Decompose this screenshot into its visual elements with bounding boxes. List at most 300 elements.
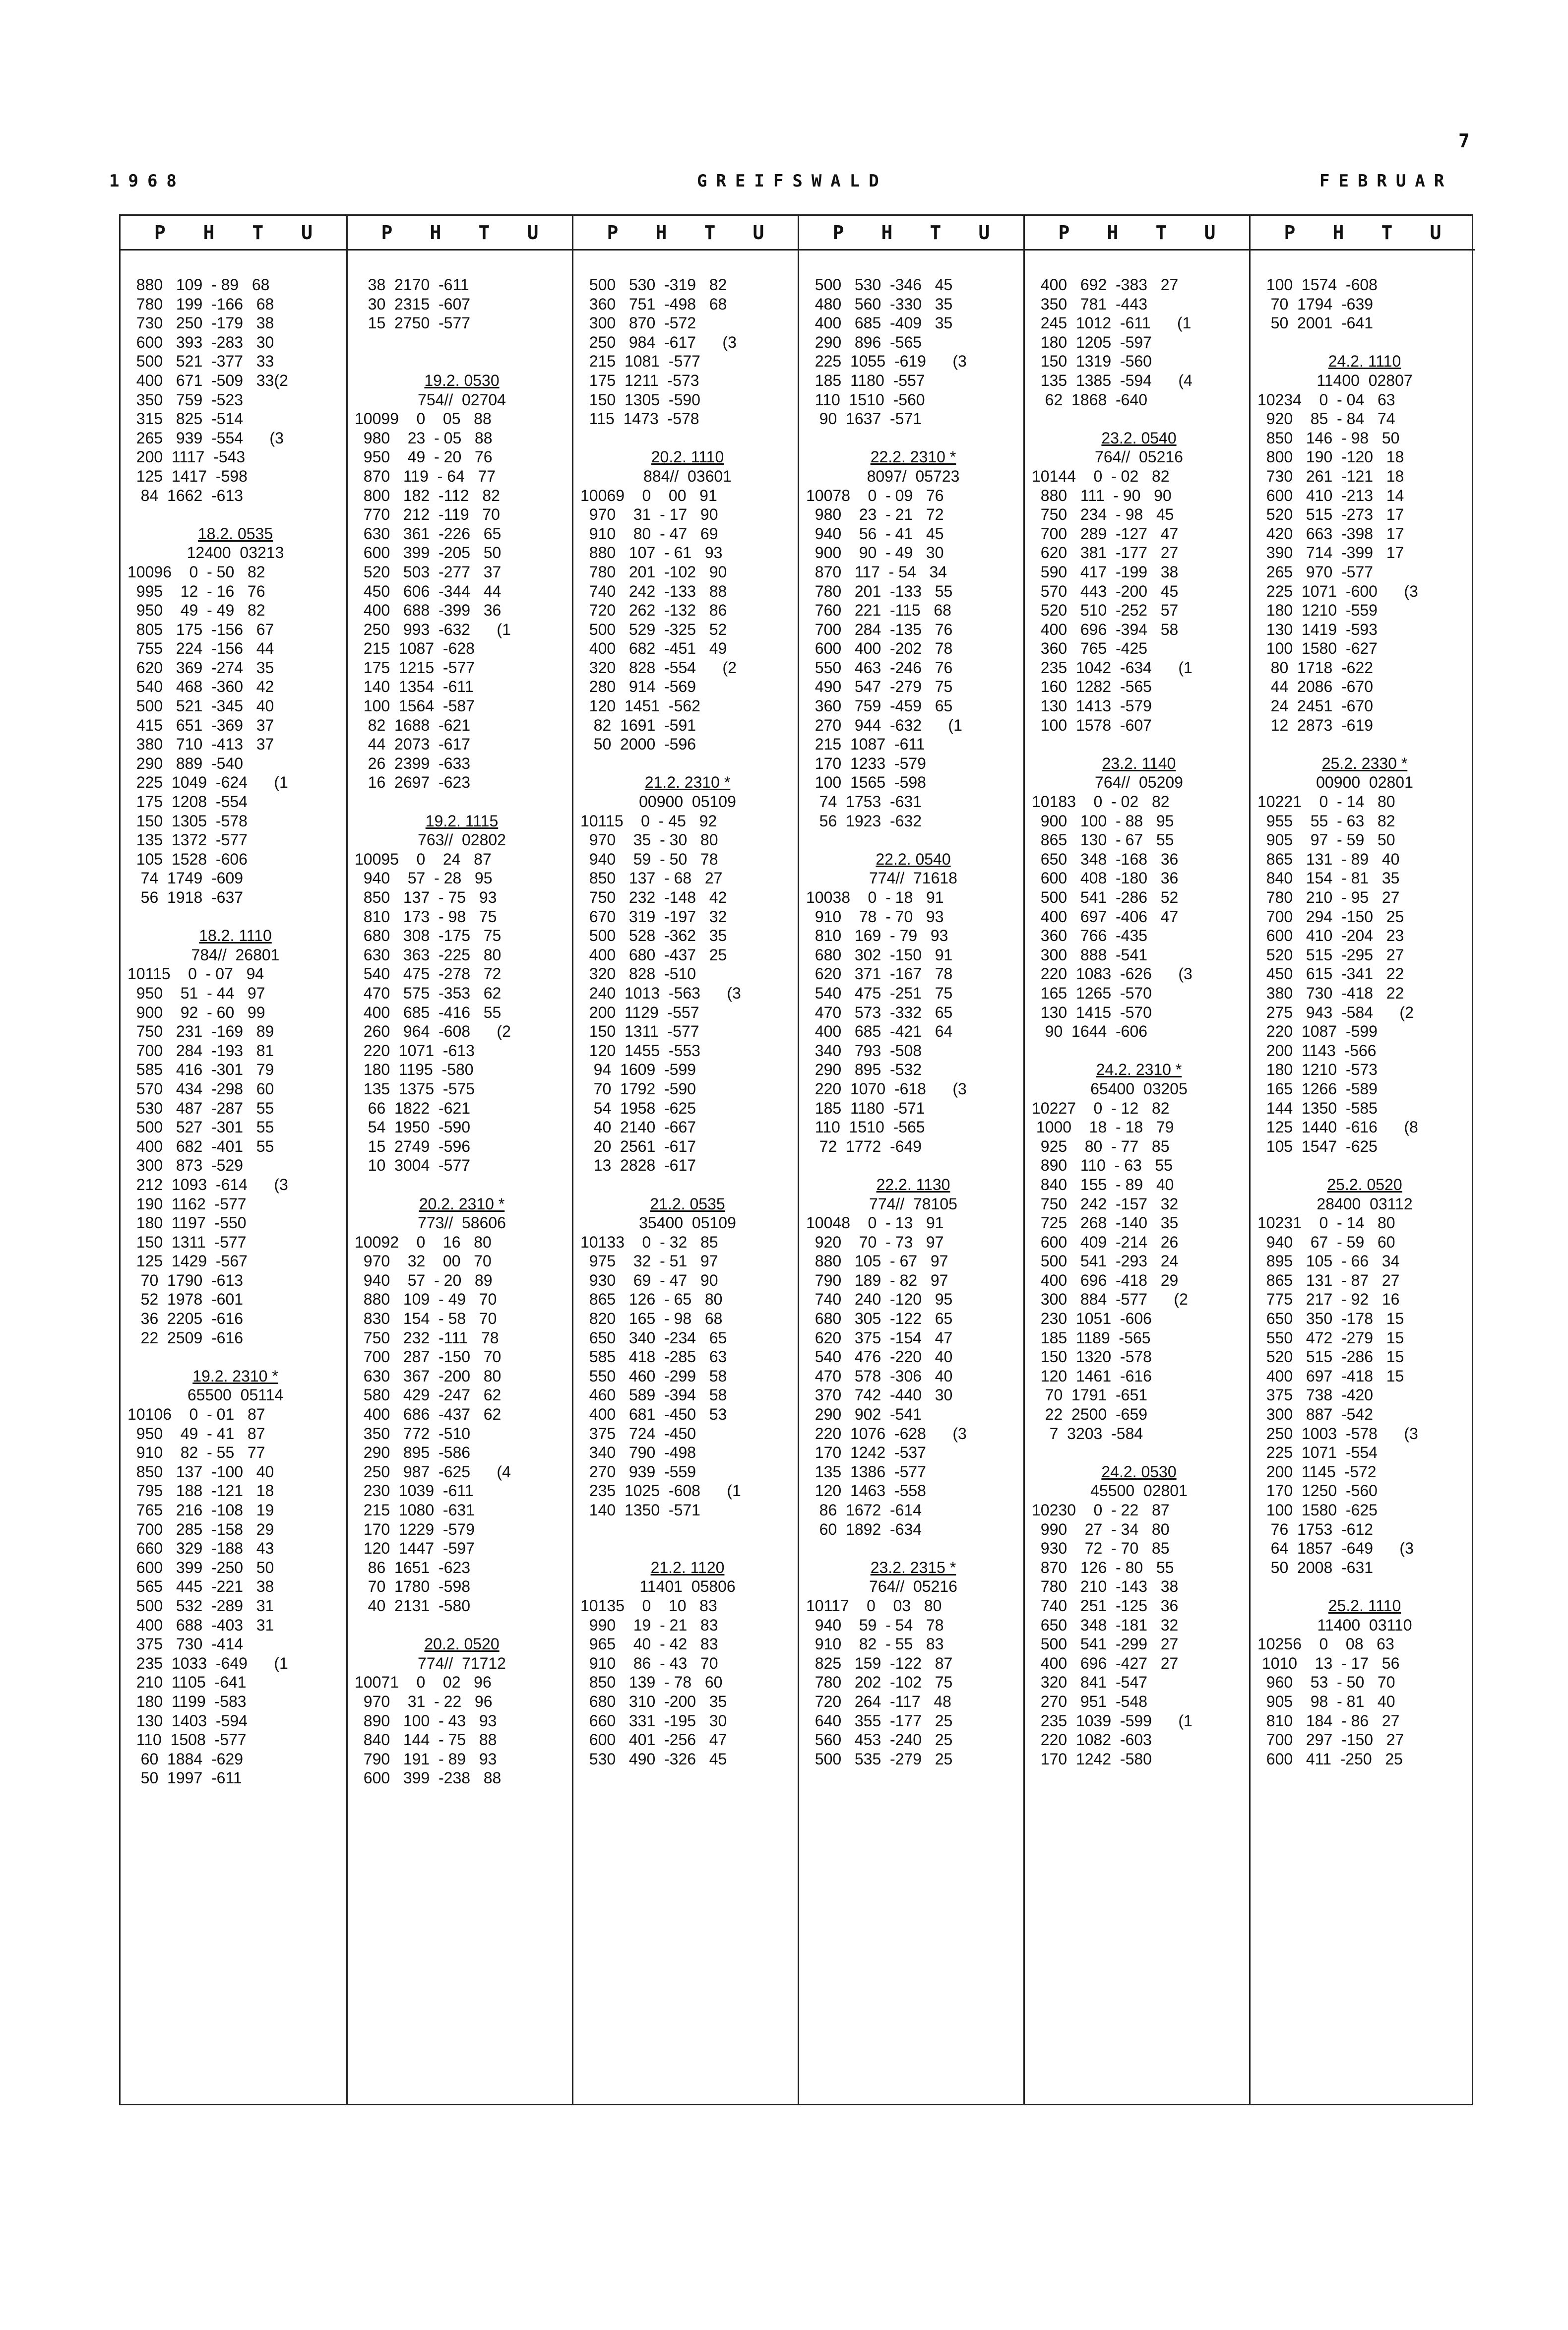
table-row: 730 250 -179 38 xyxy=(127,314,274,332)
table-row: 890 110 - 63 55 xyxy=(1032,1156,1173,1175)
sounding-station-code: 11401 05806 xyxy=(639,1577,736,1596)
table-row: 10 3004 -577 xyxy=(355,1156,471,1175)
spacer-row xyxy=(580,1520,790,1539)
column-header-label: P xyxy=(154,221,166,244)
table-row: 144 1350 -585 xyxy=(1257,1099,1378,1117)
table-row: 910 82 - 55 83 xyxy=(806,1635,944,1653)
table-row: 910 82 - 55 77 xyxy=(127,1444,265,1462)
table-row: 560 453 -240 25 xyxy=(806,1731,953,1749)
table-row: 170 1233 -579 xyxy=(806,754,926,772)
table-row: 180 1210 -573 xyxy=(1257,1061,1378,1079)
column-header xyxy=(348,216,572,251)
table-row: 135 1372 -577 xyxy=(127,831,248,849)
table-row: 500 530 -319 82 xyxy=(580,276,727,294)
table-row: 74 1749 -609 xyxy=(127,869,244,887)
sounding-station-code: 65500 05114 xyxy=(187,1386,284,1404)
table-row: 10135 0 10 83 xyxy=(580,1596,717,1615)
table-row: 540 476 -220 40 xyxy=(806,1348,953,1366)
table-row: 10183 0 - 02 82 xyxy=(1032,793,1170,811)
table-row: 400 685 -416 55 xyxy=(355,1003,502,1021)
column-header-label: T xyxy=(704,221,716,244)
table-row: 740 251 -125 36 xyxy=(1032,1596,1179,1615)
table-row: 950 51 - 44 97 xyxy=(127,984,265,1002)
table-row: 60 1884 -629 xyxy=(127,1750,244,1768)
table-row: 220 1070 -618 (3 xyxy=(806,1079,967,1098)
table-row: 290 895 -586 xyxy=(355,1444,471,1462)
table-row: 76 1753 -612 xyxy=(1257,1520,1374,1538)
table-row: 110 1510 -560 xyxy=(806,390,925,409)
table-row: 275 943 -584 (2 xyxy=(1257,1003,1414,1021)
table-row: 940 57 - 28 95 xyxy=(355,869,493,887)
table-row: 600 399 -205 50 xyxy=(355,544,502,562)
spacer-row xyxy=(1032,409,1241,429)
table-row: 150 1305 -578 xyxy=(127,812,248,830)
table-row: 850 137 - 68 27 xyxy=(580,869,723,887)
table-row: 7 3203 -584 xyxy=(1032,1424,1143,1443)
table-row: 850 137 - 75 93 xyxy=(355,888,497,906)
table-row: 420 663 -398 17 xyxy=(1257,524,1404,543)
column-header-label: U xyxy=(527,221,539,244)
table-row: 865 126 - 65 80 xyxy=(580,1290,723,1309)
table-row: 400 692 -383 27 xyxy=(1032,276,1179,294)
table-row: 500 527 -301 55 xyxy=(127,1118,274,1136)
table-row: 160 1282 -565 xyxy=(1032,678,1152,696)
table-row: 135 1386 -577 xyxy=(806,1462,926,1481)
table-row: 130 1419 -593 xyxy=(1257,620,1378,638)
table-row: 220 1083 -626 (3 xyxy=(1032,965,1192,983)
table-row: 185 1189 -565 xyxy=(1032,1328,1151,1347)
table-row: 54 1950 -590 xyxy=(355,1118,471,1136)
sounding-station-code: 11400 02807 xyxy=(1317,371,1413,389)
table-row: 200 1143 -566 xyxy=(1257,1041,1377,1060)
table-row: 500 541 -286 52 xyxy=(1032,888,1179,906)
table-row: 600 393 -283 30 xyxy=(127,333,274,351)
table-row: 780 201 -102 90 xyxy=(580,563,727,581)
column-header-label: U xyxy=(753,221,764,244)
table-row: 910 78 - 70 93 xyxy=(806,907,944,926)
table-row: 235 1042 -634 (1 xyxy=(1032,658,1192,677)
table-row: 170 1229 -579 xyxy=(355,1520,475,1538)
table-row: 460 589 -394 58 xyxy=(580,1386,727,1404)
spacer-row xyxy=(1257,1156,1467,1175)
spacer-row xyxy=(1032,1443,1241,1462)
table-row: 300 887 -542 xyxy=(1257,1405,1374,1424)
column-header-label: U xyxy=(978,221,990,244)
table-row: 100 1580 -627 xyxy=(1257,639,1378,658)
table-row: 600 408 -180 36 xyxy=(1032,869,1179,887)
table-row: 360 759 -459 65 xyxy=(806,697,953,715)
table-row: 600 401 -256 47 xyxy=(580,1731,727,1749)
table-row: 26 2399 -633 xyxy=(355,754,471,772)
table-row: 500 521 -345 40 xyxy=(127,697,274,715)
table-row: 54 1958 -625 xyxy=(580,1099,696,1117)
table-row: 950 49 - 49 82 xyxy=(127,601,265,620)
table-row: 520 515 -286 15 xyxy=(1257,1348,1404,1366)
table-row: 290 896 -565 xyxy=(806,333,922,351)
table-row: 630 363 -225 80 xyxy=(355,945,502,964)
table-row: 100 1565 -598 xyxy=(806,773,926,792)
table-row: 500 541 -299 27 xyxy=(1032,1635,1179,1653)
table-row: 215 1087 -611 xyxy=(806,735,925,754)
table-column xyxy=(798,216,1023,2104)
spacer-row xyxy=(1257,1577,1467,1596)
table-row: 725 268 -140 35 xyxy=(1032,1214,1179,1232)
table-row: 110 1508 -577 xyxy=(127,1731,247,1749)
table-row: 400 685 -421 64 xyxy=(806,1022,953,1041)
table-row: 600 400 -202 78 xyxy=(806,639,953,658)
spacer-row xyxy=(1257,735,1467,754)
table-row: 400 671 -509 33(2 xyxy=(127,371,288,389)
table-row: 360 765 -425 xyxy=(1032,639,1148,658)
table-row: 225 1071 -600 (3 xyxy=(1257,582,1418,600)
table-row: 265 939 -554 (3 xyxy=(127,429,284,447)
table-row: 780 199 -166 68 xyxy=(127,295,274,313)
table-row: 680 302 -150 91 xyxy=(806,945,953,964)
column-header-label: H xyxy=(1332,221,1344,244)
table-row: 380 710 -413 37 xyxy=(127,735,274,754)
table-column xyxy=(572,216,798,2104)
spacer-row xyxy=(355,1616,564,1635)
page-number: 7 xyxy=(1458,130,1470,152)
table-row: 30 2315 -607 xyxy=(355,295,471,313)
table-row: 850 139 - 78 60 xyxy=(580,1673,723,1692)
table-row: 270 944 -632 (1 xyxy=(806,716,962,734)
table-row: 580 429 -247 62 xyxy=(355,1386,502,1404)
table-row: 300 888 -541 xyxy=(1032,945,1148,964)
sounding-date-time: 24.2. 1110 xyxy=(1328,352,1401,371)
table-row: 350 759 -523 xyxy=(127,390,244,409)
table-row: 10221 0 - 14 80 xyxy=(1257,793,1395,811)
table-row: 930 69 - 47 90 xyxy=(580,1271,718,1289)
sounding-date-time: 19.2. 2310 * xyxy=(192,1367,278,1385)
table-row: 400 682 -451 49 xyxy=(580,639,727,658)
table-row: 240 1013 -563 (3 xyxy=(580,984,741,1002)
table-row: 320 841 -547 xyxy=(1032,1673,1148,1692)
table-row: 640 355 -177 25 xyxy=(806,1711,953,1730)
sounding-station-code: 35400 05109 xyxy=(639,1214,736,1232)
sounding-date-time: 25.2. 0520 xyxy=(1327,1175,1402,1194)
table-row: 74 1753 -631 xyxy=(806,793,922,811)
table-row: 120 1447 -597 xyxy=(355,1539,475,1558)
table-row: 44 2073 -617 xyxy=(355,735,471,754)
table-row: 750 242 -157 32 xyxy=(1032,1195,1179,1213)
table-row: 120 1461 -616 xyxy=(1032,1367,1152,1385)
header-year: 1968 xyxy=(109,171,186,191)
table-row: 225 1055 -619 (3 xyxy=(806,352,967,371)
table-row: 20 2561 -617 xyxy=(580,1137,696,1155)
table-row: 180 1210 -559 xyxy=(1257,601,1378,620)
table-row: 100 1574 -608 xyxy=(1257,276,1378,294)
table-row: 200 1117 -543 xyxy=(127,448,246,466)
table-row: 620 371 -167 78 xyxy=(806,965,953,983)
table-row: 10117 0 03 80 xyxy=(806,1596,942,1615)
table-row: 620 369 -274 35 xyxy=(127,658,274,677)
table-row: 225 1071 -554 xyxy=(1257,1444,1378,1462)
table-row: 125 1429 -567 xyxy=(127,1252,248,1270)
table-row: 1010 13 - 17 56 xyxy=(1257,1654,1400,1672)
table-row: 50 1997 -611 xyxy=(127,1769,242,1787)
table-row: 630 361 -226 65 xyxy=(355,524,502,543)
table-row: 400 688 -403 31 xyxy=(127,1616,274,1634)
table-row: 590 417 -199 38 xyxy=(1032,563,1179,581)
table-row: 970 31 - 17 90 xyxy=(580,505,718,524)
table-row: 980 23 - 21 72 xyxy=(806,505,944,524)
table-row: 550 463 -246 76 xyxy=(806,658,953,677)
table-row: 72 1772 -649 xyxy=(806,1137,922,1155)
table-row: 250 987 -625 (4 xyxy=(355,1462,511,1481)
spacer-row xyxy=(1032,1041,1241,1061)
sounding-date-time: 20.2. 2310 * xyxy=(419,1195,505,1213)
column-header xyxy=(1025,216,1249,251)
table-row: 125 1417 -598 xyxy=(127,467,248,485)
sounding-station-code: 8097/ 05723 xyxy=(867,467,960,485)
table-row: 910 80 - 47 69 xyxy=(580,524,718,543)
table-row: 865 131 - 89 40 xyxy=(1257,850,1400,868)
table-row: 825 159 -122 87 xyxy=(806,1654,953,1672)
table-row: 10078 0 - 09 76 xyxy=(806,486,944,504)
table-row: 600 399 -238 88 xyxy=(355,1769,502,1787)
table-row: 930 72 - 70 85 xyxy=(1032,1539,1170,1558)
table-row: 870 119 - 64 77 xyxy=(355,467,496,485)
table-row: 470 578 -306 40 xyxy=(806,1367,953,1385)
table-row: 235 1033 -649 (1 xyxy=(127,1654,288,1672)
table-row: 810 184 - 86 27 xyxy=(1257,1711,1400,1730)
table-row: 900 100 - 88 95 xyxy=(1032,812,1174,830)
table-row: 970 31 - 22 96 xyxy=(355,1692,493,1710)
table-row: 185 1180 -571 xyxy=(806,1099,925,1117)
table-row: 10071 0 02 96 xyxy=(355,1673,492,1692)
column-header-label: H xyxy=(1107,221,1119,244)
table-row: 10106 0 - 01 87 xyxy=(127,1405,265,1424)
table-row: 130 1403 -594 xyxy=(127,1711,248,1730)
table-row: 500 521 -377 33 xyxy=(127,352,274,371)
table-row: 680 305 -122 65 xyxy=(806,1310,953,1328)
spacer-row xyxy=(355,1175,564,1195)
sounding-station-code: 773// 58606 xyxy=(418,1214,506,1232)
table-row: 135 1385 -594 (4 xyxy=(1032,371,1192,389)
table-row: 585 416 -301 79 xyxy=(127,1061,274,1079)
column-header-label: T xyxy=(1155,221,1167,244)
table-row: 56 1918 -637 xyxy=(127,888,244,906)
table-row: 140 1354 -611 xyxy=(355,678,474,696)
header-month: FEBRUAR xyxy=(1319,171,1453,191)
table-row: 840 155 - 89 40 xyxy=(1032,1175,1174,1194)
table-row: 200 1145 -572 xyxy=(1257,1462,1377,1481)
table-row: 700 284 -135 76 xyxy=(806,620,953,638)
table-row: 895 105 - 66 34 xyxy=(1257,1252,1400,1270)
table-row: 180 1199 -583 xyxy=(127,1692,247,1710)
table-row: 265 970 -577 xyxy=(1257,563,1374,581)
table-row: 890 100 - 43 93 xyxy=(355,1711,497,1730)
table-row: 13 2828 -617 xyxy=(580,1156,696,1175)
table-column xyxy=(121,216,346,2104)
table-row: 650 350 -178 15 xyxy=(1257,1310,1404,1328)
table-row: 620 381 -177 27 xyxy=(1032,544,1179,562)
column-header-label: H xyxy=(430,221,441,244)
table-row: 80 1718 -622 xyxy=(1257,658,1374,677)
table-row: 840 154 - 81 35 xyxy=(1257,869,1400,887)
table-row: 700 284 -193 81 xyxy=(127,1041,274,1060)
table-row: 375 724 -450 xyxy=(580,1424,696,1443)
table-row: 90 1644 -606 xyxy=(1032,1022,1148,1041)
table-row: 180 1205 -597 xyxy=(1032,333,1152,351)
table-row: 230 1051 -606 xyxy=(1032,1310,1152,1328)
table-row: 350 772 -510 xyxy=(355,1424,471,1443)
table-row: 220 1076 -628 (3 xyxy=(806,1424,967,1443)
table-row: 185 1180 -557 xyxy=(806,371,925,389)
table-row: 600 410 -204 23 xyxy=(1257,927,1404,945)
table-row: 200 1129 -557 xyxy=(580,1003,699,1021)
sounding-date-time: 23.2. 2315 * xyxy=(870,1558,956,1576)
table-row: 315 825 -514 xyxy=(127,410,244,428)
sounding-station-code: 774// 71618 xyxy=(869,869,957,887)
table-row: 44 2086 -670 xyxy=(1257,678,1374,696)
table-row: 280 914 -569 xyxy=(580,678,696,696)
table-row: 400 680 -437 25 xyxy=(580,945,727,964)
table-row: 12 2873 -619 xyxy=(1257,716,1374,734)
table-row: 340 793 -508 xyxy=(806,1041,922,1060)
table-row: 40 2131 -580 xyxy=(355,1596,471,1615)
table-row: 10227 0 - 12 82 xyxy=(1032,1099,1170,1117)
table-row: 900 92 - 60 99 xyxy=(127,1003,265,1021)
sounding-date-time: 22.2. 0540 xyxy=(876,850,951,868)
table-row: 780 202 -102 75 xyxy=(806,1673,953,1692)
table-row: 220 1071 -613 xyxy=(355,1041,475,1060)
table-row: 250 984 -617 (3 xyxy=(580,333,737,351)
table-row: 90 1637 -571 xyxy=(806,410,922,428)
table-row: 225 1049 -624 (1 xyxy=(127,773,288,792)
table-row: 135 1375 -575 xyxy=(355,1079,475,1098)
table-row: 38 2170 -611 xyxy=(355,276,469,294)
sounding-date-time: 18.2. 0535 xyxy=(197,524,273,543)
table-row: 390 714 -399 17 xyxy=(1257,544,1404,562)
table-row: 520 510 -252 57 xyxy=(1032,601,1179,620)
table-column xyxy=(346,216,572,2104)
table-row: 400 682 -401 55 xyxy=(127,1137,274,1155)
table-row: 720 264 -117 48 xyxy=(806,1692,951,1710)
table-row: 850 146 - 98 50 xyxy=(1257,429,1400,447)
table-row: 10234 0 - 04 63 xyxy=(1257,390,1395,409)
column-header-label: U xyxy=(1430,221,1442,244)
table-row: 995 12 - 16 76 xyxy=(127,582,265,600)
table-row: 520 503 -277 37 xyxy=(355,563,502,581)
column-header-label: P xyxy=(1058,221,1070,244)
table-row: 600 409 -214 26 xyxy=(1032,1233,1179,1251)
table-row: 180 1197 -550 xyxy=(127,1214,247,1232)
table-row: 920 85 - 84 74 xyxy=(1257,410,1395,428)
table-row: 82 1688 -621 xyxy=(355,716,471,734)
table-row: 680 310 -200 35 xyxy=(580,1692,727,1710)
table-row: 790 189 - 82 97 xyxy=(806,1271,948,1289)
table-row: 15 2749 -596 xyxy=(355,1137,471,1155)
table-row: 850 137 -100 40 xyxy=(127,1462,274,1481)
table-row: 880 111 - 90 90 xyxy=(1032,486,1172,504)
table-row: 320 828 -554 (2 xyxy=(580,658,737,677)
table-row: 120 1451 -562 xyxy=(580,697,700,715)
spacer-row xyxy=(355,792,564,812)
spacer-row xyxy=(127,505,338,524)
table-row: 105 1528 -606 xyxy=(127,850,248,868)
table-row: 500 530 -346 45 xyxy=(806,276,953,294)
table-row: 210 1105 -641 xyxy=(127,1673,247,1692)
table-row: 120 1455 -553 xyxy=(580,1041,700,1060)
table-row: 16 2697 -623 xyxy=(355,773,471,792)
table-row: 150 1311 -577 xyxy=(580,1022,699,1041)
table-row: 375 738 -420 xyxy=(1257,1386,1374,1404)
sounding-table xyxy=(119,214,1473,2105)
table-row: 990 27 - 34 80 xyxy=(1032,1520,1170,1538)
table-row: 670 319 -197 32 xyxy=(580,907,727,926)
sounding-date-time: 18.2. 1110 xyxy=(199,927,272,945)
table-row: 740 242 -133 88 xyxy=(580,582,727,600)
table-row: 600 399 -250 50 xyxy=(127,1558,274,1576)
table-row: 965 40 - 42 83 xyxy=(580,1635,718,1653)
table-row: 970 32 00 70 xyxy=(355,1252,492,1270)
table-row: 880 107 - 61 93 xyxy=(580,544,723,562)
table-row: 940 67 - 59 60 xyxy=(1257,1233,1395,1251)
table-row: 150 1320 -578 xyxy=(1032,1348,1152,1366)
table-row: 370 742 -440 30 xyxy=(806,1386,953,1404)
table-row: 880 105 - 67 97 xyxy=(806,1252,948,1270)
table-row: 50 2000 -596 xyxy=(580,735,696,754)
spacer-row xyxy=(580,429,790,448)
table-row: 10095 0 24 87 xyxy=(355,850,492,868)
table-row: 140 1350 -571 xyxy=(580,1501,700,1519)
table-row: 780 210 -143 38 xyxy=(1032,1577,1179,1596)
spacer-row xyxy=(580,1175,790,1195)
sounding-date-time: 24.2. 2310 * xyxy=(1096,1061,1182,1079)
table-row: 10256 0 08 63 xyxy=(1257,1635,1394,1653)
table-row: 795 188 -121 18 xyxy=(127,1482,274,1500)
table-row: 215 1087 -628 xyxy=(355,639,475,658)
table-row: 870 117 - 54 34 xyxy=(806,563,947,581)
sounding-date-time: 25.2. 2330 * xyxy=(1321,754,1408,772)
table-row: 630 367 -200 80 xyxy=(355,1367,502,1385)
table-row: 70 1792 -590 xyxy=(580,1079,696,1098)
table-row: 175 1215 -577 xyxy=(355,658,475,677)
sounding-date-time: 23.2. 1140 xyxy=(1102,754,1176,772)
table-row: 400 697 -418 15 xyxy=(1257,1367,1404,1385)
table-row: 650 340 -234 65 xyxy=(580,1328,727,1347)
table-row: 490 547 -279 75 xyxy=(806,678,953,696)
table-row: 570 443 -200 45 xyxy=(1032,582,1179,600)
table-row: 550 460 -299 58 xyxy=(580,1367,727,1385)
table-row: 700 294 -150 25 xyxy=(1257,907,1404,926)
table-row: 212 1093 -614 (3 xyxy=(127,1175,288,1194)
column-header-label: T xyxy=(252,221,264,244)
table-row: 990 19 - 21 83 xyxy=(580,1616,718,1634)
table-row: 10092 0 16 80 xyxy=(355,1233,492,1251)
table-row: 170 1242 -537 xyxy=(806,1444,926,1462)
table-row: 740 240 -120 95 xyxy=(806,1290,953,1309)
table-row: 56 1923 -632 xyxy=(806,812,922,830)
table-row: 290 895 -532 xyxy=(806,1061,922,1079)
table-row: 230 1039 -611 xyxy=(355,1482,474,1500)
table-row: 650 348 -168 36 xyxy=(1032,850,1179,868)
column-header-label: H xyxy=(655,221,667,244)
table-row: 70 1790 -613 xyxy=(127,1271,244,1289)
table-row: 150 1319 -560 xyxy=(1032,352,1152,371)
table-row: 765 216 -108 19 xyxy=(127,1501,274,1519)
table-row: 925 80 - 77 85 xyxy=(1032,1137,1170,1155)
spacer-row xyxy=(127,907,338,927)
table-row: 300 873 -529 xyxy=(127,1156,244,1175)
table-row: 270 951 -548 xyxy=(1032,1692,1148,1710)
table-row: 10096 0 - 50 82 xyxy=(127,563,265,581)
table-column xyxy=(1249,216,1475,2104)
table-row: 400 696 -394 58 xyxy=(1032,620,1179,638)
table-row: 600 410 -213 14 xyxy=(1257,486,1404,504)
